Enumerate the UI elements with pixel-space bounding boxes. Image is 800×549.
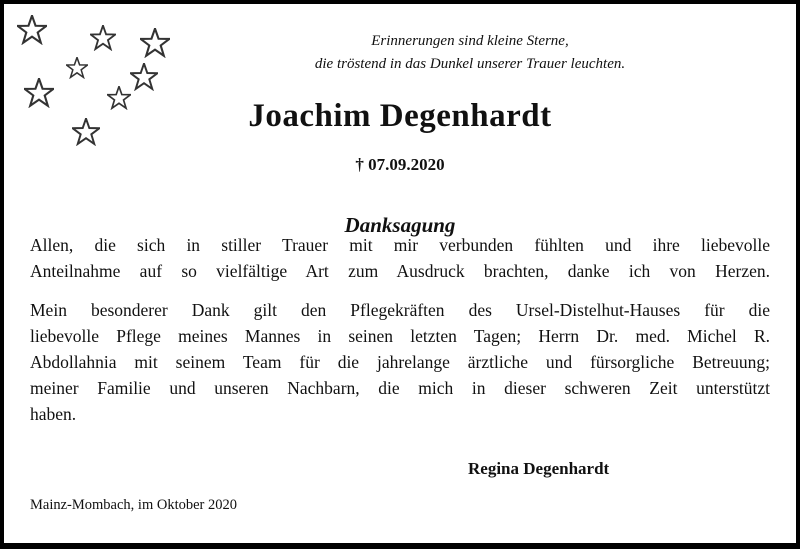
paragraph2-line: meiner Familie und unseren Nachbarn, die mich in dieser schweren Zeit unterstützt xyxy=(30,378,770,398)
place-date: Mainz-Mombach, im Oktober 2020 xyxy=(30,497,237,513)
death-date: † 07.09.2020 xyxy=(355,155,445,174)
star-outline-icon xyxy=(140,28,170,58)
star-outline-icon xyxy=(17,15,47,45)
star-outline-icon xyxy=(130,63,158,91)
deceased-name: Joachim Degenhardt xyxy=(248,98,552,134)
paragraph2-line: liebevolle Pflege meines Mannes in seinen letzten Tagen; Herrn Dr. med. Michel R. xyxy=(30,326,770,346)
paragraph1-line: Anteilnahme auf so vielfältige Art zum Ausdruck brachten, danke ich von Herzen. xyxy=(30,261,770,281)
paragraph2-line: Mein besonderer Dank gilt den Pflegekräften des Ursel-Distelhut-Hauses für die xyxy=(30,300,770,320)
motto-line-2: die tröstend in das Dunkel unserer Trauer leuchten. xyxy=(314,56,626,72)
paragraph2-line: Abdollahnia mit seinem Team für die jahrelange ärztliche und fürsorgliche Betreuung; xyxy=(30,352,770,372)
heading-danksagung: Danksagung xyxy=(344,213,456,237)
star-outline-icon xyxy=(90,25,116,51)
paragraph2-line: haben. xyxy=(30,404,77,424)
paragraph1-line: Allen, die sich in stiller Trauer mit mir verbunden fühlten und ihre liebevolle xyxy=(30,235,770,255)
star-outline-icon xyxy=(66,57,88,79)
signature: Regina Degenhardt xyxy=(468,459,610,478)
motto-line-1: Erinnerungen sind kleine Sterne, xyxy=(371,33,569,49)
